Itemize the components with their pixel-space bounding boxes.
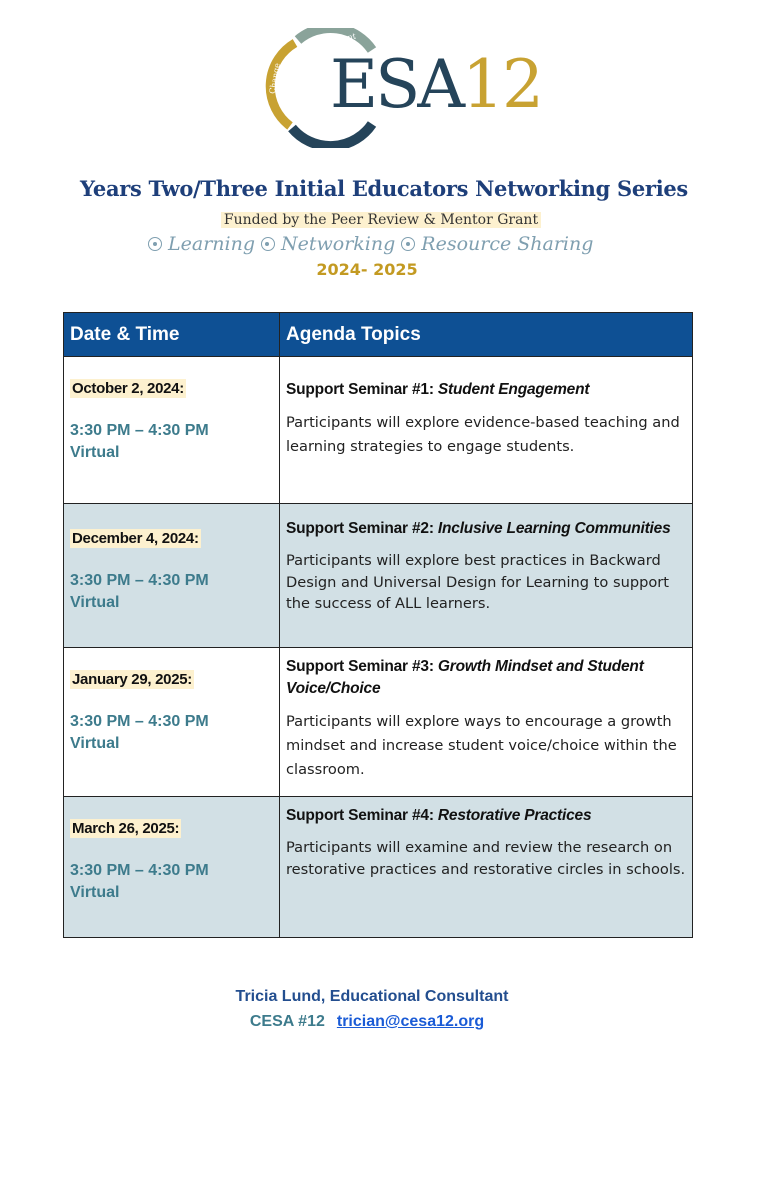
email-link[interactable]: trician@cesa12.org bbox=[336, 1013, 485, 1030]
session-time: 3:30 PM – 4:30 PM bbox=[70, 572, 209, 589]
seminar-description: Participants will examine and review the research on restorative practices and restorative circles in schools. bbox=[286, 839, 686, 878]
tagline bbox=[148, 233, 599, 255]
table-row bbox=[64, 797, 693, 938]
session-time-block bbox=[70, 711, 273, 755]
tagline-item-learning: Learning bbox=[168, 233, 255, 255]
session-mode: Virtual bbox=[70, 884, 120, 901]
column-header-agenda-topics: Agenda Topics bbox=[280, 313, 693, 357]
bullet-icon bbox=[401, 237, 415, 251]
seminar-title bbox=[286, 518, 686, 540]
date-time-cell bbox=[64, 504, 280, 648]
session-date: March 26, 2025: bbox=[72, 820, 180, 837]
agenda-cell bbox=[280, 648, 693, 797]
logo-number: 12 bbox=[462, 46, 543, 123]
session-time: 3:30 PM – 4:30 PM bbox=[70, 422, 209, 439]
agenda-cell bbox=[280, 504, 693, 648]
logo-wordmark bbox=[330, 46, 543, 123]
funding-text: Funded by the Peer Review & Mentor Grant bbox=[221, 212, 541, 228]
seminar-title bbox=[286, 656, 686, 700]
seminar-label: Support Seminar #3: bbox=[286, 658, 434, 675]
logo-name: ESA bbox=[330, 46, 463, 123]
date-time-cell bbox=[64, 357, 280, 504]
seminar-topic: Student Engagement bbox=[437, 381, 590, 398]
seminar-description: Participants will explore ways to encourage a growth mindset and increase student voice/choice within the classroom. bbox=[286, 713, 677, 778]
session-time-block bbox=[70, 570, 273, 614]
session-time-block bbox=[70, 860, 273, 904]
session-date: January 29, 2025: bbox=[72, 671, 192, 688]
seminar-label: Support Seminar #2: bbox=[286, 520, 434, 537]
agenda-table bbox=[63, 312, 693, 938]
date-time-cell bbox=[64, 797, 280, 938]
session-mode: Virtual bbox=[70, 594, 120, 611]
consultant-name: Tricia Lund, Educational Consultant bbox=[235, 988, 509, 1005]
organization-name: CESA #12 bbox=[249, 1013, 325, 1030]
bullet-icon bbox=[261, 237, 275, 251]
session-date: October 2, 2024: bbox=[72, 380, 184, 397]
page-title: Years Two/Three Initial Educators Networking Series bbox=[80, 176, 688, 201]
ring-word-change: Change bbox=[267, 62, 282, 95]
agenda-cell bbox=[280, 357, 693, 504]
session-time: 3:30 PM – 4:30 PM bbox=[70, 862, 209, 879]
column-header-date-time: Date & Time bbox=[64, 313, 280, 357]
seminar-title bbox=[286, 379, 686, 401]
bullet-icon bbox=[148, 237, 162, 251]
date-time-cell bbox=[64, 648, 280, 797]
seminar-title bbox=[286, 805, 686, 827]
table-row bbox=[64, 648, 693, 797]
session-time-block bbox=[70, 420, 273, 464]
contact-line bbox=[0, 1013, 734, 1031]
funding-line bbox=[0, 209, 762, 228]
seminar-description: Participants will explore evidence-based teaching and learning strategies to engage students. bbox=[286, 414, 680, 455]
ring-word-equity: Equity bbox=[319, 128, 346, 137]
seminar-label: Support Seminar #1: bbox=[286, 381, 434, 398]
session-time: 3:30 PM – 4:30 PM bbox=[70, 713, 209, 730]
seminar-topic: Growth Mindset and Student Voice/Choice bbox=[286, 658, 644, 697]
table-row bbox=[64, 357, 693, 504]
seminar-description: Participants will explore best practices in Backward Design and Universal Design for Learning to support the success of ALL learners. bbox=[286, 552, 670, 612]
session-mode: Virtual bbox=[70, 444, 120, 461]
session-mode: Virtual bbox=[70, 735, 120, 752]
table-header-row bbox=[64, 313, 693, 357]
table-row bbox=[64, 504, 693, 648]
tagline-item-resource-sharing: Resource Sharing bbox=[421, 233, 594, 255]
seminar-topic: Restorative Practices bbox=[437, 807, 592, 824]
seminar-label: Support Seminar #4: bbox=[286, 807, 434, 824]
session-date: December 4, 2024: bbox=[72, 530, 199, 547]
tagline-item-networking: Networking bbox=[280, 233, 396, 255]
program-year: 2024- 2025 bbox=[316, 260, 418, 279]
agenda-cell bbox=[280, 797, 693, 938]
seminar-topic: Inclusive Learning Communities bbox=[437, 520, 671, 537]
ring-word-improvement: Improvement bbox=[301, 31, 357, 52]
